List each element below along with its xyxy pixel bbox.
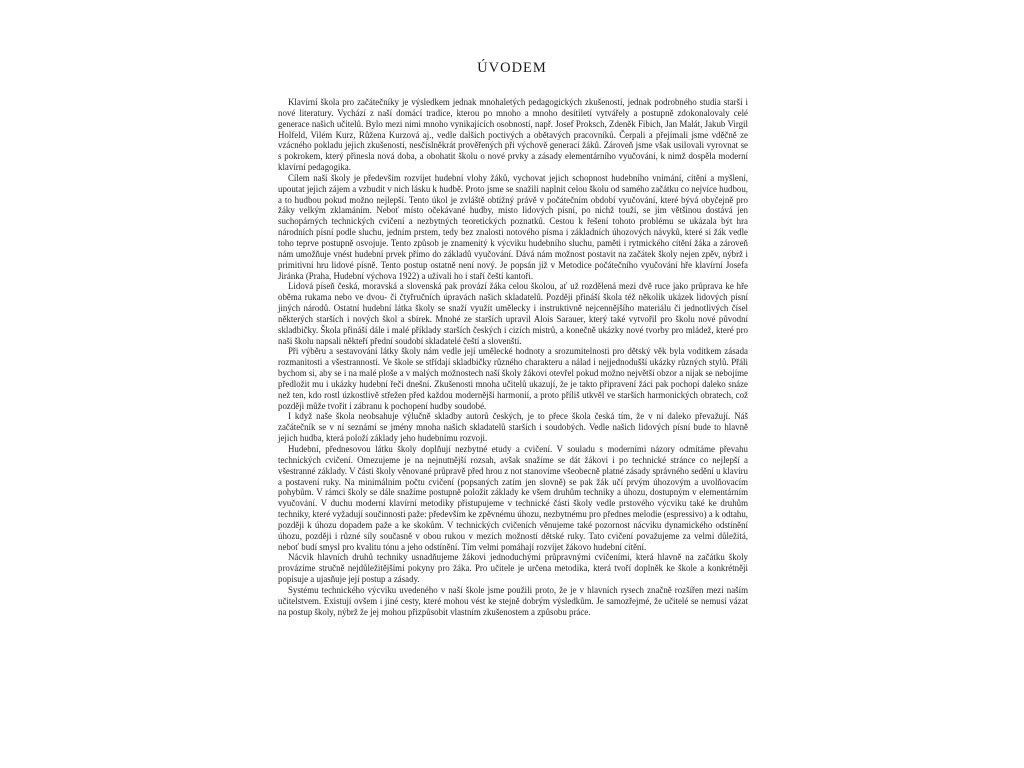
- paragraph-6: Hudební, přednesovou látku školy doplňují nezbytné etudy a cvičení. V souladu s moderními názory odmítáme převahu technických cvičení. Omezujeme je na nejnutnější rozsah, avšak snažíme se dát žákovi i po technické stránce co nejlepší a všestranné základy. V části školy věnované průpravě před hrou z not stanovíme všeobecně platné zásady správného sedění u klavíru a postavení ruky. Na minimálním počtu cvičení (popsaných zatím jen slovně) se pak žák učí prvým úhozovým a uvolňovacím pohybům. V rámci školy se dále snažíme postupně položit základy ke všem druhům techniky a úhozu, dostupným v elementárním vyučování. V duchu moderní klavírní metodiky přistupujeme v technické části školy vedle prstového výcviku také ke druhům techniky, které vyžadují součinnosti paže: především ke zpěvnému úhozu, nezbytnému pro přednes melodie (espressivo) a k odtahu, později k úhozu dopadem paže a ke skokům. V technických cvičeních věnujeme také pozornost nácviku dynamického odstínění úhozu, později i různé síly současně v obou rukou v mezích možností dětské ruky. Tato cvičení považujeme za velmi důležitá, neboť budí smysl pro kvalitu tónu a jeho odstínění. Tím velmi pomáhají rozvíjet žákovo hudební cítění.: [278, 444, 748, 552]
- paragraph-8: Systému technického výcviku uvedeného v naší škole jsme použili proto, že je v hlavních rysech značně rozšířen mezi naším učitelstvem. Existují ovšem i jiné cesty, které mohou vést ke stejně dobrým výsledkům. Je samozřejmé, že učitelé se nemusí vázat na postup školy, nýbrž že jej mohou přizpůsobit vlastním zkušenostem a způsobu práce.: [278, 584, 748, 617]
- paragraph-2: Cílem naší školy je především rozvíjet hudební vlohy žáků, vychovat jejich schopnost hudebního vnímání, cítění a myšlení, upoutat jejich zájem a vzbudit v nich lásku k hudbě. Proto jsme se snažili naplnit celou školu od samého začátku co nejvíce hudbou, a to hudbou pokud možno nejlepší. Tento úkol je zvláště obtížný právě v počátečním období vyučování, které bývá obyčejně pro žáky velkým zklamáním. Neboť místo očekávané hudby, místo lidových písní, po nichž touží, se jim většinou dostává jen suchopárných technických cvičení a nezbytných teoretických poznatků. Cestou k řešení tohoto problému se ukázala být hra národních písní podle sluchu, jedním prstem, tedy bez znalosti notového písma i základních úhozových návyků, které si žák vedle toho teprve postupně osvojuje. Tento způsob je znamenitý k výcviku hudebního sluchu, paměti i rytmického cítění žáka a zároveň nám umožňuje vnést hudební prvek přímo do základů vyučování. Dává nám možnost postavit na začátek školy nejen zpěv, nýbrž i primitivní hru lidové písně. Tento postup ostatně není nový. Je popsán již v Metodice počátečního vyučování hře klavírní Josefa Jiránka (Praha, Hudební výchova 1922) a užívali ho i staří čeští kantoři.: [278, 172, 748, 281]
- paragraph-4: Při výběru a sestavování látky školy nám vedle její umělecké hodnoty a srozumitelnosti pro dětský věk byla voditkem zásada rozmanitosti a všestrannosti. Ve škole se střídají skladbičky různého charakteru a nálad i nejjednodušší ukázky různých stylů. Přáli bychom si, aby se i na malé ploše a v malých možnostech naší školy žákovi otevřel pokud možno největší obzor a nijak se nebojíme předložit mu i ukázky hudební řeči dnešní. Zkušenosti mnoha učitelů ukazují, že je takto připravení žáci pak pochopí daleko snáze než ten, kdo rostl úzkostlivě střežen před každou modernější harmonií, a proto příliš utkvěl ve starších harmonických obratech, což později může tvořit i zábranu k pochopení hudby soudobé.: [278, 346, 748, 411]
- body-text: [278, 97, 748, 618]
- page-title: ÚVODEM: [477, 60, 547, 76]
- paragraph-5: I když naše škola neobsahuje výlučně skladby autorů českých, je to přece škola česká tím, že v ní daleko převažují. Náš začátečník se v ní seznámí se jmény mnoha našich skladatelů starších i soudobých. Vedle našich lidových písní bude to hlavně jejich hudba, která položí základy jeho hudebnímu rozvoji.: [278, 411, 748, 444]
- paragraph-3: Lidová píseň česká, moravská a slovenská pak provází žáka celou školou, ať už rozdělená mezi dvě ruce jako průprava ke hře oběma rukama nebo ve dvou- či čtyřručních úpravách našich skladatelů. Později přináší škola též několik ukázek lidových písní jiných národů. Ostatní hudební látka školy se snaží využít umělecky i instruktivně nejcennějšího materiálu či jednotlivých čísel některých starších i nových škol a sbírek. Mnohé ze starších upravil Alois Sarauer, který také vytvořil pro školu nové původní skladbičky. Škola přináší dále i malé příklady starších českých i cizích mistrů, a konečně ukázky nové tvorby pro mládež, které pro naši školu napsali někteří přední soudobí skladatelé čeští a slovenští.: [278, 281, 748, 346]
- paragraph-1: Klavírní škola pro začátečníky je výsledkem jednak mnohaletých pedagogických zkušeností, jednak podrobného studia starší i nové literatury. Vychází z naší domácí tradice, kterou po mnoho a mnoho desítiletí vytvářely a postupně zdokonalovaly celé generace našich učitelů. Bylo mezi nimi mnoho vynikajících osobností, např. Josef Proksch, Zdeněk Fibich, Jan Malát, Jakub Virgil Holfeld, Vilém Kurz, Růžena Kurzová aj., vedle dalších poctivých a obětavých pracovníků. Čerpali a přejímali jsme vděčně ze vzácného pokladu jejich zkušeností, nesčíslněkrát prověřených při výchově generací žáků. Zároveň jsme však usilovali vyrovnat se s pokrokem, který přinesla nová doba, a obohatit školu o nové prvky a zásady elementárního vyučování, k nimž dospěla moderní klavírní pedagogika.: [278, 97, 748, 173]
- paragraph-7: Nácvik hlavních druhů techniky usnadňujeme žákovi jednoduchými průpravnými cvičeními, která hlavně na začátku školy provázíme stručně nejdůležitějšími pokyny pro žáka. Pro učitele je určena metodika, která tvoří doplněk ke škole a konkrétněji popisuje a ujasňuje její postup a zásady.: [278, 552, 748, 585]
